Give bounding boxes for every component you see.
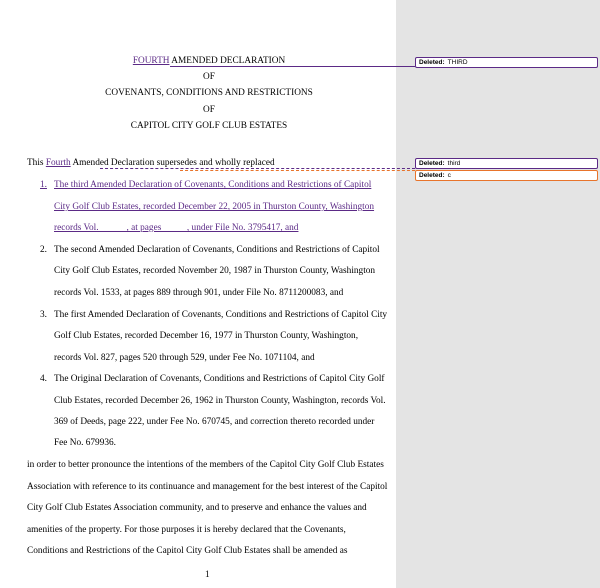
deleted-comment-balloon[interactable]: Deleted: third: [415, 158, 598, 169]
comment-connector-1: [170, 66, 415, 67]
list-item-4-line-2: Club Estates, recorded December 26, 1962 in Thurston County, Washington, records Vol.: [54, 396, 386, 406]
inserted-text: FOURTH: [132, 56, 170, 66]
list-item-4-line-4: Fee No. 679936.: [54, 438, 116, 448]
title-line-4: OF: [203, 105, 215, 115]
list-item-3-line-2: Golf Club Estates, recorded December 16, 1977 in Thurston County, Washington,: [54, 331, 359, 341]
list-number-2: 2.: [40, 245, 47, 255]
title-line-5: CAPITOL CITY GOLF CLUB ESTATES: [130, 121, 288, 131]
closing-line-4: amenities of the property. For those purposes it is hereby declared that the Covenants,: [27, 525, 346, 535]
list-item-1-line-1: The third Amended Declaration of Covenants, Conditions and Restrictions of Capitol: [54, 180, 372, 190]
closing-line-2: Association with reference to its continuance and management for the best interest of the Capitol: [27, 482, 388, 492]
list-item-3-line-3: records Vol. 827, pages 520 through 529, under Fee No. 1071104, and: [54, 353, 315, 363]
comment-connector-2: [100, 168, 415, 169]
list-number-4: 4.: [40, 374, 47, 384]
closing-line-3: City Golf Club Estates Association community, and to preserve and enhance the values and: [27, 503, 367, 513]
list-item-4-line-1: The Original Declaration of Covenants, Conditions and Restrictions of Capitol City Golf: [54, 374, 385, 384]
title-line-3: COVENANTS, CONDITIONS AND RESTRICTIONS: [105, 88, 313, 98]
list-item-2-line-1: The second Amended Declaration of Covenants, Conditions and Restrictions of Capitol: [54, 245, 380, 255]
list-item-1-line-3: records Vol. , at pages , under File No. 3795417, and: [54, 223, 299, 233]
list-item-4-line-3: 369 of Deeds, page 222, under Fee No. 670745, and correction thereto recorded under: [54, 417, 375, 427]
list-number-1: 1.: [40, 180, 47, 190]
deleted-comment-balloon[interactable]: Deleted: c: [415, 170, 598, 181]
list-item-2-line-2: City Golf Club Estates, recorded November 20, 1987 in Thurston County, Washington: [54, 266, 376, 276]
comment-connector-3: [180, 170, 415, 171]
list-item-1-line-2: City Golf Club Estates, recorded December 22, 2005 in Thurston County, Washington: [54, 202, 375, 212]
title-line-2: OF: [203, 72, 215, 82]
inserted-text: Fourth: [45, 158, 71, 168]
markup-pane: [396, 0, 600, 588]
deleted-comment-balloon[interactable]: Deleted: THIRD: [415, 57, 598, 68]
page-number: 1: [205, 570, 210, 580]
intro-paragraph: This Fourth Amended Declaration supersedes and wholly replaced: [27, 158, 275, 168]
list-number-3: 3.: [40, 310, 47, 320]
title-line-1: FOURTH AMENDED DECLARATION: [132, 56, 286, 66]
closing-line-5: Conditions and Restrictions of the Capitol City Golf Club Estates shall be amended as: [27, 546, 348, 556]
list-item-3-line-1: The first Amended Declaration of Covenants, Conditions and Restrictions of Capitol City: [54, 310, 388, 320]
closing-line-1: in order to better pronounce the intentions of the members of the Capitol City Golf Club Estates: [27, 460, 384, 470]
list-item-2-line-3: records Vol. 1533, at pages 889 through 901, under File No. 8711200083, and: [54, 288, 344, 298]
